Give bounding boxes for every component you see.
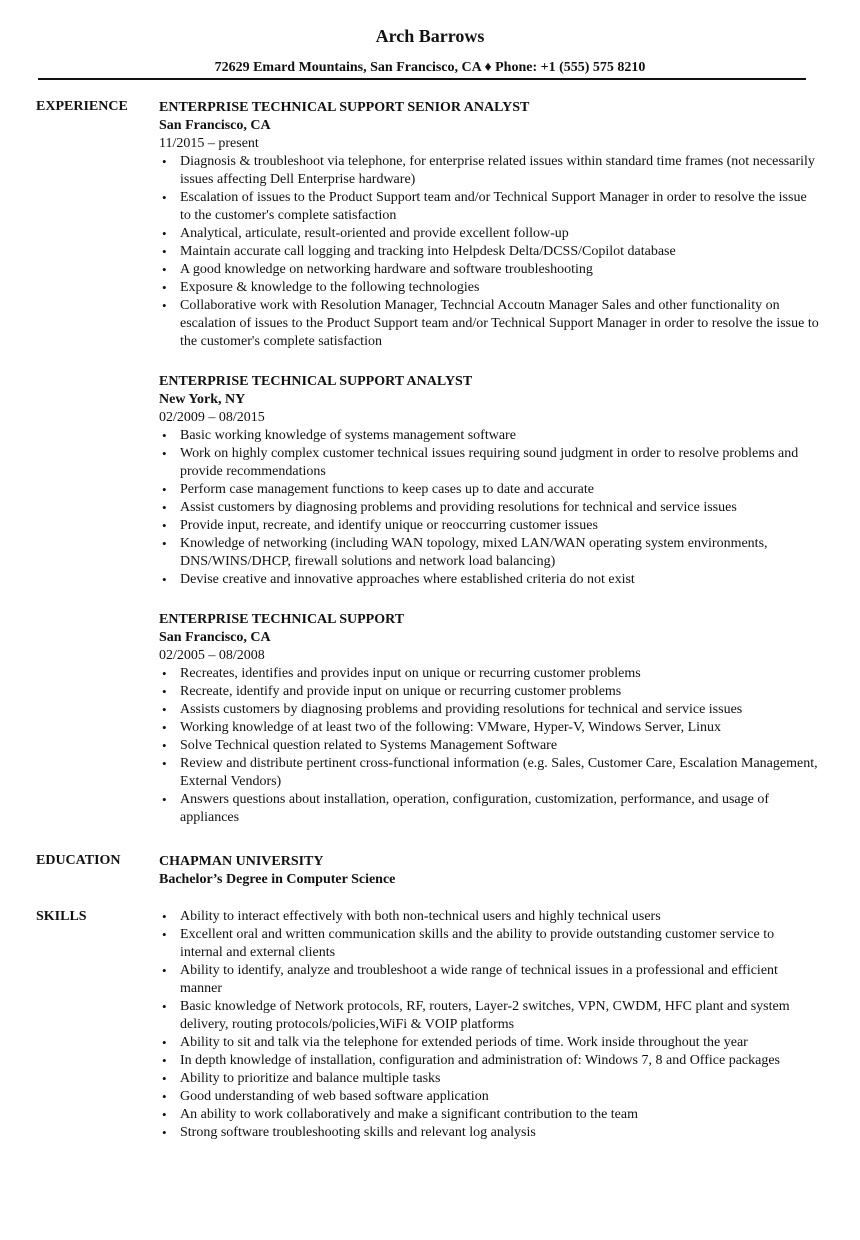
skill-item: • Basic knowledge of Network protocols, RF, routers, Layer-2 switches, VPN, CWDM, HFC plant and system delivery, routing protocols/policies,WiFi & VOIP platforms — [159, 998, 819, 1034]
skills-entry — [159, 908, 819, 1142]
job-title: ENTERPRISE TECHNICAL SUPPORT ANALYST — [159, 374, 473, 389]
job-bullet: • Escalation of issues to the Product Support team and/or Technical Support Manager in order to resolve the issue to the customer's complete satisfaction — [159, 189, 819, 225]
job-entry — [159, 99, 819, 351]
job-bullet: • Perform case management functions to keep cases up to date and accurate — [159, 481, 819, 499]
skill-item: • Good understanding of web based software application — [159, 1088, 819, 1106]
job-bullet: • Provide input, recreate, and identify unique or reoccurring customer issues — [159, 517, 819, 535]
job-bullet: • Collaborative work with Resolution Manager, Techncial Accoutn Manager Sales and other functionality on escalation of issues to the Product Support team and/or Technical Support Manager in order to resolve the issue to the customer's complete satisfaction — [159, 297, 819, 351]
job-title: ENTERPRISE TECHNICAL SUPPORT SENIOR ANALYST — [159, 100, 530, 115]
job-location: San Francisco, CA — [159, 630, 271, 645]
job-bullet: • Solve Technical question related to Systems Management Software — [159, 737, 819, 755]
job-bullet: • A good knowledge on networking hardware and software troubleshooting — [159, 261, 819, 279]
job-bullet: • Exposure & knowledge to the following technologies — [159, 279, 819, 297]
skill-item: • In depth knowledge of installation, configuration and administration of: Windows 7, 8 and Office packages — [159, 1052, 819, 1070]
job-entry — [159, 611, 819, 827]
job-bullet: • Assist customers by diagnosing problems and providing resolutions for technical and service issues — [159, 499, 819, 517]
skill-item: • An ability to work collaboratively and make a significant contribution to the team — [159, 1106, 819, 1124]
job-dates: 11/2015 – present — [159, 136, 259, 151]
job-bullet: • Maintain accurate call logging and tracking into Helpdesk Delta/DCSS/Copilot database — [159, 243, 819, 261]
skills-list — [159, 908, 819, 1142]
job-bullet: • Review and distribute pertinent cross-functional information (e.g. Sales, Customer Care, Escalation Management, External Vendors) — [159, 755, 819, 791]
job-bullet: • Working knowledge of at least two of the following: VMware, Hyper-V, Windows Server, Linux — [159, 719, 819, 737]
job-bullet: • Assists customers by diagnosing problems and providing resolutions for technical and service issues — [159, 701, 819, 719]
job-entry — [159, 373, 819, 589]
skill-item: • Ability to prioritize and balance multiple tasks — [159, 1070, 819, 1088]
job-bullet: • Work on highly complex customer technical issues requiring sound judgment in order to resolve problems and provide recommendations — [159, 445, 819, 481]
degree: Bachelor’s Degree in Computer Science — [159, 872, 396, 887]
section-label-experience: EXPERIENCE — [36, 99, 128, 114]
job-bullet: • Diagnosis & troubleshoot via telephone, for enterprise related issues within standard time frames (not necessarily issues affecting Dell Enterprise hardware) — [159, 153, 819, 189]
job-bullet: • Answers questions about installation, operation, configuration, customization, performance, and usage of appliances — [159, 791, 819, 827]
section-label-education: EDUCATION — [36, 853, 121, 868]
job-bullet: • Recreate, identify and provide input on unique or recurring customer problems — [159, 683, 819, 701]
job-bullet: • Devise creative and innovative approaches where established criteria do not exist — [159, 571, 819, 589]
skill-item: • Strong software troubleshooting skills and relevant log analysis — [159, 1124, 819, 1142]
job-bullet: • Recreates, identifies and provides input on unique or recurring customer problems — [159, 665, 819, 683]
job-bullet-list — [159, 153, 819, 351]
job-title: ENTERPRISE TECHNICAL SUPPORT — [159, 612, 405, 627]
header-divider — [38, 78, 806, 80]
job-location: New York, NY — [159, 392, 246, 407]
job-bullet-list — [159, 665, 819, 827]
skill-item: • Ability to identify, analyze and troubleshoot a wide range of technical issues in a professional and efficient manner — [159, 962, 819, 998]
contact-line: 72629 Emard Mountains, San Francisco, CA ♦ Phone: +1 (555) 575 8210 — [214, 60, 646, 75]
skill-item: • Excellent oral and written communication skills and the ability to provide outstanding customer service to internal and external clients — [159, 926, 819, 962]
job-bullet: • Analytical, articulate, result-oriented and provide excellent follow-up — [159, 225, 819, 243]
school-name: CHAPMAN UNIVERSITY — [159, 854, 324, 869]
job-dates: 02/2005 – 08/2008 — [159, 648, 265, 663]
education-entry — [159, 853, 819, 889]
section-label-skills: SKILLS — [36, 909, 87, 924]
candidate-name: Arch Barrows — [375, 26, 485, 46]
job-bullet: • Knowledge of networking (including WAN topology, mixed LAN/WAN operating system environments, DNS/WINS/DHCP, firewall solutions and network load balancing) — [159, 535, 819, 571]
skill-item: • Ability to sit and talk via the telephone for extended periods of time. Work inside throughout the year — [159, 1034, 819, 1052]
skill-item: • Ability to interact effectively with both non-technical users and highly technical users — [159, 908, 819, 926]
job-location: San Francisco, CA — [159, 118, 271, 133]
job-bullet: • Basic working knowledge of systems management software — [159, 427, 819, 445]
job-dates: 02/2009 – 08/2015 — [159, 410, 265, 425]
job-bullet-list — [159, 427, 819, 589]
